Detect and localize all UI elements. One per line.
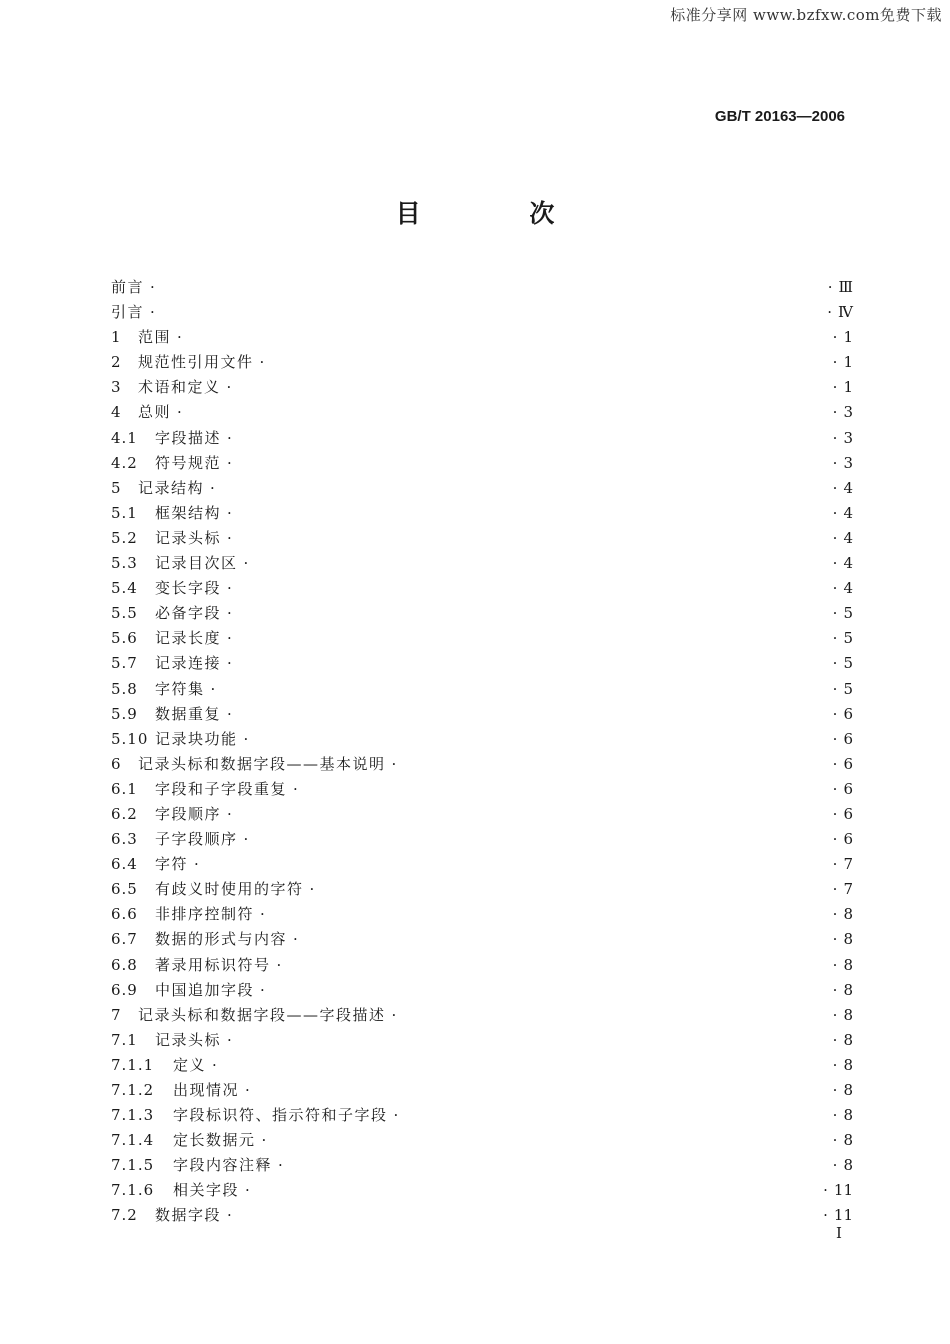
toc-leader-dot: · xyxy=(227,453,232,472)
toc-entry-number: 5.5 xyxy=(111,604,138,623)
toc-entry-title: 记录头标和数据字段——字段描述 xyxy=(138,1005,386,1024)
page-number-value: 8 xyxy=(843,1131,853,1150)
toc-page-number xyxy=(833,902,853,927)
toc-entry[interactable] xyxy=(111,426,853,451)
toc-leader-dot: · xyxy=(226,378,232,397)
toc-page-number xyxy=(833,526,853,551)
toc-entry-number: 6.5 xyxy=(111,880,138,899)
toc-entry-number: 7.1.1 xyxy=(111,1055,155,1074)
toc-leader-dot: · xyxy=(391,754,397,773)
toc-entry-number: 5.2 xyxy=(111,528,138,547)
toc-entry[interactable] xyxy=(111,1078,853,1103)
toc-leader-dot: · xyxy=(177,403,182,422)
page-number-value: 3 xyxy=(843,453,853,472)
toc-page-number xyxy=(833,827,853,852)
toc-leader-dot: · xyxy=(194,855,199,874)
page-leader-dot: · xyxy=(832,353,838,372)
toc-entry-title: 记录块功能 xyxy=(155,729,238,748)
page-number-value: 8 xyxy=(843,955,853,974)
page-leader-dot: · xyxy=(832,554,838,573)
page-number-value: 6 xyxy=(843,754,853,773)
toc-entry-title: 著录用标识符号 xyxy=(155,955,271,974)
toc-leader-dot: · xyxy=(245,1181,250,1200)
page-leader-dot: · xyxy=(832,1030,838,1049)
toc-entry-title: 出现情况 xyxy=(173,1081,240,1099)
toc-entry-title: 记录目次区 xyxy=(155,554,238,573)
toc-entry-title: 非排序控制符 xyxy=(155,905,255,924)
page-number-value: 11 xyxy=(833,1181,853,1200)
toc-page-number xyxy=(833,1128,853,1153)
toc-entry-number: 7.2 xyxy=(111,1206,138,1225)
toc-entry-title: 字段标识符、指示符和子字段 xyxy=(173,1106,388,1125)
toc-entry-title: 引言 xyxy=(111,303,145,322)
page-number-value: 8 xyxy=(843,1030,853,1049)
toc-entry[interactable] xyxy=(111,501,853,526)
page-number-value: 6 xyxy=(843,830,853,849)
toc-entry-title: 术语和定义 xyxy=(138,378,221,397)
toc-leader-dot: · xyxy=(150,303,155,322)
toc-page-number xyxy=(828,275,853,300)
toc-leader-dot: · xyxy=(227,1030,232,1049)
toc-entry[interactable] xyxy=(111,400,853,425)
toc-page-number xyxy=(833,1003,853,1028)
page-number-value: 1 xyxy=(843,353,853,372)
page-leader-dot: · xyxy=(832,779,838,798)
toc-entry-number: 5.1 xyxy=(111,503,138,522)
page-number-value: 4 xyxy=(843,528,853,547)
toc-entry-number: 7.1.4 xyxy=(111,1131,155,1150)
toc-page-number xyxy=(833,375,853,400)
toc-entry-number: 5.3 xyxy=(111,554,138,573)
toc-entry[interactable] xyxy=(111,702,853,727)
page-leader-dot: · xyxy=(832,428,838,447)
toc-entry[interactable] xyxy=(111,752,853,777)
toc-entry-number: 6.4 xyxy=(111,855,138,874)
page-number-value: Ⅳ xyxy=(838,303,853,322)
toc-entry[interactable] xyxy=(111,677,853,702)
toc-entry-number: 4.1 xyxy=(111,428,138,447)
toc-page-number xyxy=(833,451,853,476)
toc-entry[interactable] xyxy=(111,626,853,651)
toc-page-number xyxy=(833,601,853,626)
toc-page-number xyxy=(833,752,853,777)
toc-page-number xyxy=(823,1178,853,1203)
page-number-value: 8 xyxy=(843,1005,853,1024)
toc-leader-dot: · xyxy=(150,278,155,296)
page-number-value: Ⅲ xyxy=(838,278,853,296)
toc-leader-dot: · xyxy=(227,579,232,598)
toc-entry[interactable] xyxy=(111,827,853,852)
toc-page-number xyxy=(833,978,853,1003)
toc-leader-dot: · xyxy=(212,1055,217,1074)
page-leader-dot: · xyxy=(827,278,833,296)
page-folio: Ⅰ xyxy=(836,1224,842,1242)
toc-entry-number: 3 xyxy=(111,378,122,397)
toc-entry-title: 数据重复 xyxy=(155,704,222,723)
toc-entry[interactable] xyxy=(111,651,853,676)
page-number-value: 6 xyxy=(843,729,853,748)
toc-entry-title: 字符集 xyxy=(155,679,205,698)
toc-leader-dot: · xyxy=(227,604,232,623)
page-number-value: 7 xyxy=(843,855,853,874)
toc-entry[interactable] xyxy=(111,1153,853,1178)
toc-entry-title: 字段描述 xyxy=(155,428,222,447)
toc-page-number xyxy=(833,325,853,350)
toc-entry-title: 定义 xyxy=(173,1055,207,1074)
toc-leader-dot: · xyxy=(210,478,215,497)
page-leader-dot: · xyxy=(832,704,838,723)
toc-entry-title: 中国追加字段 xyxy=(155,980,255,999)
page-number-value: 7 xyxy=(843,880,853,899)
page-number-value: 3 xyxy=(843,403,853,422)
toc-entry-number: 5 xyxy=(111,478,122,497)
page-number-value: 8 xyxy=(843,1106,853,1125)
toc-page-number xyxy=(833,1053,853,1078)
toc-entry-title: 符号规范 xyxy=(155,453,222,472)
toc-entry-number: 6.3 xyxy=(111,830,138,849)
page-number-value: 8 xyxy=(843,905,853,924)
page-leader-dot: · xyxy=(832,629,838,648)
table-of-contents xyxy=(111,275,853,1229)
page-leader-dot: · xyxy=(832,1081,838,1099)
page-number-value: 4 xyxy=(843,503,853,522)
toc-leader-dot: · xyxy=(227,654,232,673)
toc-entry-title: 总则 xyxy=(138,403,172,422)
toc-entry-title: 字符 xyxy=(155,855,189,874)
toc-page-number xyxy=(833,852,853,877)
toc-entry-title: 变长字段 xyxy=(155,579,222,598)
toc-entry[interactable] xyxy=(111,1128,853,1153)
page-leader-dot: · xyxy=(832,503,838,522)
toc-entry-number: 6.9 xyxy=(111,980,138,999)
toc-entry[interactable] xyxy=(111,978,853,1003)
toc-entry[interactable] xyxy=(111,576,853,601)
toc-entry[interactable] xyxy=(111,275,853,300)
toc-entry-number: 7 xyxy=(111,1005,122,1024)
toc-entry-title: 记录头标和数据字段——基本说明 xyxy=(138,754,386,773)
toc-entry-number: 6.7 xyxy=(111,930,138,949)
page-leader-dot: · xyxy=(832,328,838,347)
toc-entry[interactable] xyxy=(111,1178,853,1203)
toc-entry[interactable] xyxy=(111,601,853,626)
page-leader-dot: · xyxy=(832,804,838,823)
page-number-value: 8 xyxy=(843,980,853,999)
page-leader-dot: · xyxy=(832,478,838,497)
toc-entry[interactable] xyxy=(111,802,853,827)
toc-entry[interactable] xyxy=(111,526,853,551)
toc-entry-number: 6 xyxy=(111,754,122,773)
toc-title: 目 次 xyxy=(395,199,605,228)
toc-leader-dot: · xyxy=(260,905,265,924)
page-number-value: 4 xyxy=(843,579,853,598)
toc-entry-number: 4 xyxy=(111,403,122,422)
toc-entry-number: 6.6 xyxy=(111,905,138,924)
page-number-value: 4 xyxy=(843,478,853,497)
toc-leader-dot: · xyxy=(243,729,249,748)
toc-entry-title: 数据字段 xyxy=(155,1206,222,1225)
toc-page-number xyxy=(833,727,853,752)
toc-entry[interactable] xyxy=(111,451,853,476)
toc-page-number xyxy=(833,350,853,375)
toc-entry-number: 6.2 xyxy=(111,804,138,823)
toc-entry[interactable] xyxy=(111,476,853,501)
toc-entry[interactable] xyxy=(111,1103,853,1128)
toc-entry-title: 记录连接 xyxy=(155,654,222,673)
toc-entry-title: 有歧义时使用的字符 xyxy=(155,880,304,899)
page-leader-dot: · xyxy=(832,980,838,999)
toc-page-number xyxy=(833,1153,853,1178)
toc-page-number xyxy=(833,953,853,978)
toc-entry-number: 5.10 xyxy=(111,729,149,748)
page-number-value: 1 xyxy=(843,328,853,347)
page-leader-dot: · xyxy=(832,378,838,397)
toc-entry-title: 数据的形式与内容 xyxy=(155,930,288,949)
toc-entry[interactable] xyxy=(111,727,853,752)
toc-entry-number: 7.1.6 xyxy=(111,1181,155,1200)
page-number-value: 8 xyxy=(843,1156,853,1175)
toc-page-number xyxy=(833,651,853,676)
page-leader-dot: · xyxy=(823,1181,828,1200)
page-leader-dot: · xyxy=(832,579,838,598)
page-leader-dot: · xyxy=(832,830,838,849)
page-number-value: 11 xyxy=(833,1206,853,1225)
toc-entry-number: 5.6 xyxy=(111,629,138,648)
toc-leader-dot: · xyxy=(309,880,315,899)
toc-entry-number: 2 xyxy=(111,353,122,372)
toc-page-number xyxy=(833,1078,853,1103)
toc-entry[interactable] xyxy=(111,927,853,952)
toc-entry-number: 4.2 xyxy=(111,453,138,472)
toc-leader-dot: · xyxy=(227,804,232,823)
page-leader-dot: · xyxy=(827,303,832,322)
toc-entry-number: 5.4 xyxy=(111,579,138,598)
page-leader-dot: · xyxy=(832,1055,838,1074)
page-leader-dot: · xyxy=(832,1156,838,1175)
page-leader-dot: · xyxy=(832,654,838,673)
page-number-value: 5 xyxy=(843,654,853,673)
toc-page-number xyxy=(833,426,853,451)
toc-entry[interactable] xyxy=(111,1203,853,1228)
toc-entry-number: 5.9 xyxy=(111,704,138,723)
toc-page-number xyxy=(833,677,853,702)
toc-entry-title: 字段和子字段重复 xyxy=(155,779,288,798)
toc-entry-title: 记录结构 xyxy=(138,478,205,497)
page-leader-dot: · xyxy=(832,1131,838,1150)
toc-page-number xyxy=(833,626,853,651)
toc-entry[interactable] xyxy=(111,902,853,927)
page-number-value: 6 xyxy=(843,779,853,798)
page-leader-dot: · xyxy=(832,754,838,773)
toc-page-number xyxy=(833,551,853,576)
page-number-value: 1 xyxy=(843,378,853,397)
toc-leader-dot: · xyxy=(261,1131,267,1150)
toc-page-number xyxy=(833,576,853,601)
toc-entry[interactable] xyxy=(111,877,853,902)
toc-entry-title: 字段内容注释 xyxy=(173,1156,273,1175)
toc-entry[interactable] xyxy=(111,852,853,877)
toc-entry-number: 1 xyxy=(111,328,122,347)
toc-page-number xyxy=(833,802,853,827)
toc-entry[interactable] xyxy=(111,350,853,375)
toc-entry[interactable] xyxy=(111,1053,853,1078)
toc-entry-title: 前言 xyxy=(111,278,145,296)
page-leader-dot: · xyxy=(823,1206,828,1225)
toc-entry-title: 必备字段 xyxy=(155,604,222,623)
toc-leader-dot: · xyxy=(259,353,265,372)
toc-entry-title: 子字段顺序 xyxy=(155,830,238,849)
toc-entry[interactable] xyxy=(111,953,853,978)
toc-entry[interactable] xyxy=(111,325,853,350)
toc-leader-dot: · xyxy=(276,955,282,974)
page-number-value: 4 xyxy=(843,554,853,573)
toc-entry-title: 范围 xyxy=(138,328,172,347)
toc-entry-title: 记录长度 xyxy=(155,629,222,648)
toc-leader-dot: · xyxy=(227,503,232,522)
toc-page-number xyxy=(833,702,853,727)
page-number-value: 6 xyxy=(843,804,853,823)
toc-leader-dot: · xyxy=(245,1081,250,1099)
page-number-value: 6 xyxy=(843,704,853,723)
toc-leader-dot: · xyxy=(293,930,298,949)
toc-entry-title: 规范性引用文件 xyxy=(138,353,254,372)
toc-leader-dot: · xyxy=(227,428,232,447)
toc-entry[interactable] xyxy=(111,551,853,576)
page-number-value: 8 xyxy=(843,1081,853,1099)
toc-leader-dot: · xyxy=(293,779,298,798)
page-number-value: 3 xyxy=(843,428,853,447)
toc-page-number xyxy=(833,501,853,526)
toc-leader-dot: · xyxy=(227,629,232,648)
toc-entry[interactable] xyxy=(111,777,853,802)
page-leader-dot: · xyxy=(832,453,838,472)
toc-leader-dot: · xyxy=(243,554,249,573)
toc-entry-number: 5.7 xyxy=(111,654,138,673)
toc-entry-number: 7.1 xyxy=(111,1030,138,1049)
toc-leader-dot: · xyxy=(210,679,216,698)
page-number-value: 8 xyxy=(843,1055,853,1074)
toc-leader-dot: · xyxy=(177,328,182,347)
toc-entry-number: 7.1.3 xyxy=(111,1106,155,1125)
toc-page-number xyxy=(833,1103,853,1128)
toc-leader-dot: · xyxy=(227,704,232,723)
toc-entry[interactable] xyxy=(111,375,853,400)
page-leader-dot: · xyxy=(832,679,838,698)
page-leader-dot: · xyxy=(832,1005,838,1024)
page-number-value: 8 xyxy=(843,930,853,949)
toc-entry-title: 字段顺序 xyxy=(155,804,222,823)
page-leader-dot: · xyxy=(832,729,838,748)
toc-page-number xyxy=(833,777,853,802)
toc-entry[interactable] xyxy=(111,1003,853,1028)
page-leader-dot: · xyxy=(832,528,838,547)
page-leader-dot: · xyxy=(832,880,838,899)
toc-entry-number: 7.1.2 xyxy=(111,1081,155,1099)
toc-entry-title: 定长数据元 xyxy=(173,1131,256,1150)
page-number-value: 5 xyxy=(843,679,853,698)
toc-entry-title: 记录头标 xyxy=(155,1030,222,1049)
page-leader-dot: · xyxy=(832,403,838,422)
page-leader-dot: · xyxy=(832,1106,838,1125)
toc-page-number xyxy=(833,877,853,902)
toc-page-number xyxy=(833,1028,853,1053)
toc-entry-number: 6.8 xyxy=(111,955,138,974)
toc-leader-dot: · xyxy=(393,1106,399,1125)
page-leader-dot: · xyxy=(832,905,838,924)
toc-leader-dot: · xyxy=(278,1156,283,1175)
toc-page-number xyxy=(827,300,853,325)
page-leader-dot: · xyxy=(832,930,838,949)
toc-leader-dot: · xyxy=(391,1005,397,1024)
toc-leader-dot: · xyxy=(243,830,249,849)
toc-leader-dot: · xyxy=(227,528,232,547)
toc-entry[interactable] xyxy=(111,300,853,325)
toc-page-number xyxy=(833,927,853,952)
toc-entry-number: 5.8 xyxy=(111,679,138,698)
page-number-value: 5 xyxy=(843,629,853,648)
page-leader-dot: · xyxy=(832,955,838,974)
toc-leader-dot: · xyxy=(227,1206,232,1225)
watermark: 标准分享网 www.bzfxw.com免费下载 xyxy=(670,6,942,24)
toc-entry-number: 6.1 xyxy=(111,779,138,798)
toc-entry[interactable] xyxy=(111,1028,853,1053)
toc-entry-title: 记录头标 xyxy=(155,528,222,547)
toc-entry-number: 7.1.5 xyxy=(111,1156,155,1175)
page-leader-dot: · xyxy=(832,604,838,623)
toc-entry-title: 框架结构 xyxy=(155,503,222,522)
toc-entry-title: 相关字段 xyxy=(173,1181,240,1200)
page-number-value: 5 xyxy=(843,604,853,623)
toc-leader-dot: · xyxy=(260,980,265,999)
toc-page-number xyxy=(833,476,853,501)
toc-page-number xyxy=(833,400,853,425)
standard-code: GB/T 20163—2006 xyxy=(714,108,845,125)
page-leader-dot: · xyxy=(832,855,838,874)
